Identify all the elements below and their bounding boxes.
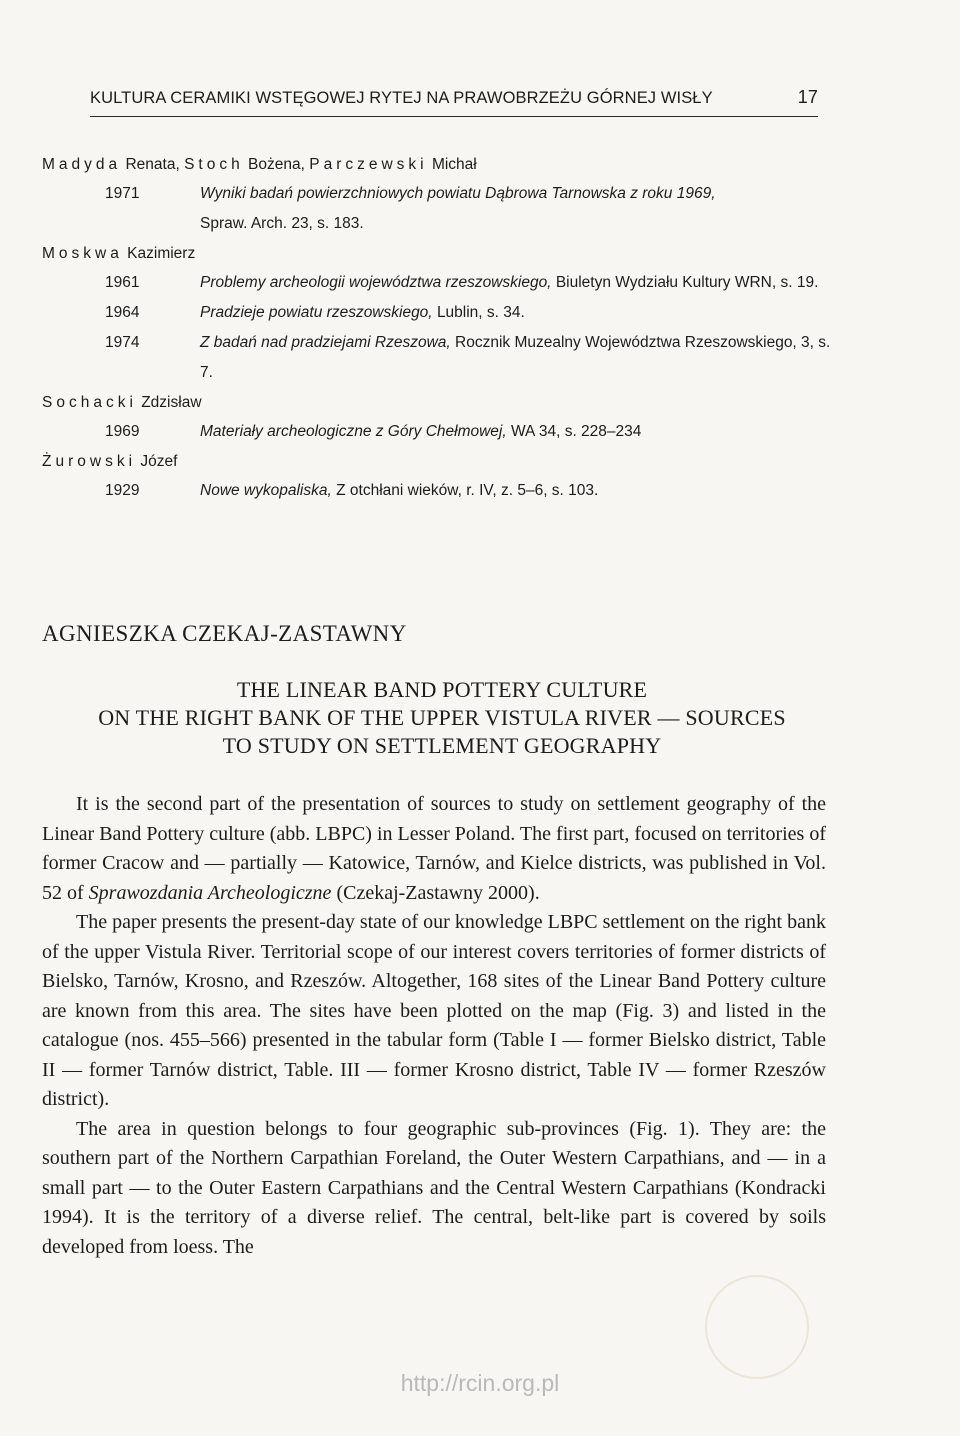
entry-title: Materiały archeologiczne z Góry Chełmowej, — [200, 423, 507, 440]
title-line: THE LINEAR BAND POTTERY CULTURE — [236, 677, 648, 702]
entry-year: 1971 — [105, 185, 140, 202]
entry-title: Nowe wykopaliska, — [200, 482, 332, 499]
entry-details: Biuletyn Wydziału Kultury WRN, s. 19. — [555, 274, 819, 291]
bib-entry — [42, 328, 842, 388]
header-rule — [90, 116, 818, 117]
journal-title: Sprawozdania Archeologiczne — [88, 881, 332, 904]
paragraph: The area in question belongs to four geographic sub-provinces (Fig. 1). They are: the southern part of the Northern Carpathian Foreland, the Outer Western Carpathians, and — in a small part — to the Outer Eastern Carpathians and the Central Western Carpathians (Kondracki 1994). It is the territory of a diverse relief. The central, belt-like part is covered by soils developed from loess. The — [42, 1117, 826, 1258]
bib-entry — [42, 298, 842, 328]
entry-title: Problemy archeologii województwa rzeszowskiego, — [200, 274, 552, 291]
bib-author-sochacki — [42, 388, 842, 417]
entry-details: Z otchłani wieków, r. IV, z. 5–6, s. 103. — [336, 482, 599, 499]
author-given: Bożena, — [248, 156, 305, 173]
bib-author-zurowski — [42, 447, 842, 476]
author-surname: Żurowski — [42, 453, 137, 470]
author-surname: Madyda — [42, 156, 122, 173]
entry-title: Pradzieje powiatu rzeszowskiego, — [200, 304, 433, 321]
bibliography — [42, 150, 842, 506]
bib-author-moskwa — [42, 239, 842, 268]
title-line: ON THE RIGHT BANK OF THE UPPER VISTULA RIVER — SOURCES — [98, 705, 786, 730]
author-surname: Parczewski — [309, 156, 428, 173]
entry-details: Rocznik Muzealny Województwa Rzeszowskiego, 3, s. 7. — [200, 334, 831, 381]
article-author: AGNIESZKA CZEKAJ-ZASTAWNY — [42, 621, 407, 646]
author-surname: Moskwa — [42, 245, 123, 262]
author-given: Kazimierz — [127, 245, 196, 262]
library-stamp — [705, 1275, 809, 1379]
entry-year: 1964 — [105, 304, 140, 321]
author-given: Michał — [431, 156, 477, 173]
entry-year: 1974 — [105, 334, 140, 351]
entry-title: Z badań nad pradziejami Rzeszowa, — [200, 334, 451, 351]
title-line: TO STUDY ON SETTLEMENT GEOGRAPHY — [222, 733, 662, 758]
entry-title: Wyniki badań powierzchniowych powiatu Dąbrowa Tarnowska z roku 1969, — [200, 185, 716, 202]
paragraph-text: It is the second part of the presentation of sources to study on settlement geography of the Linear Band Pottery culture (abb. LBPC) in Lesser Poland. The first part, focused on territories of former Cracow and — partially — Katowice, Tarnów, and Kielce districts, was published in Vol. 52 of — [42, 793, 826, 904]
paragraph — [42, 790, 826, 908]
page-number: 17 — [797, 87, 818, 107]
author-given: Józef — [140, 453, 178, 470]
article-body — [42, 790, 826, 1262]
entry-year: 1969 — [105, 423, 140, 440]
entry-details: Lublin, s. 34. — [436, 304, 525, 321]
bib-entry — [42, 179, 842, 239]
bib-entry — [42, 476, 842, 506]
article-title — [42, 676, 842, 760]
entry-year: 1929 — [105, 482, 140, 499]
author-surname: Sochacki — [42, 394, 137, 411]
paragraph-text: (Czekaj-Zastawny 2000). — [331, 881, 540, 904]
entry-year: 1961 — [105, 274, 140, 291]
bib-author-madyda — [42, 150, 842, 179]
author-given: Renata, — [125, 156, 180, 173]
watermark-url: http://rcin.org.pl — [400, 1370, 560, 1396]
running-head-title: KULTURA CERAMIKI WSTĘGOWEJ RYTEJ NA PRAWOBRZEŻU GÓRNEJ WISŁY — [90, 89, 713, 107]
bib-entry — [42, 417, 842, 447]
author-given: Zdzisław — [141, 394, 202, 411]
entry-details: WA 34, s. 228–234 — [511, 423, 642, 440]
paragraph: The paper presents the present-day state of our knowledge LBPC settlement on the right bank of the upper Vistula River. Territorial scope of our interest covers territories of former districts of Bielsko, Tarnów, Krosno, and Rzeszów. Altogether, 168 sites of the Linear Band Pottery culture are known from this area. The sites have been plotted on the map (Fig. 3) and listed in the catalogue (nos. 455–566) presented in the tabular form (Table I — former Bielsko district, Table II — former Tarnów district, Table. III — former Krosno district, Table IV — former Rzeszów district). — [42, 911, 826, 1110]
entry-details: Spraw. Arch. 23, s. 183. — [200, 215, 364, 232]
author-surname: Stoch — [184, 156, 244, 173]
running-head — [90, 89, 818, 108]
bib-entry — [42, 268, 842, 298]
